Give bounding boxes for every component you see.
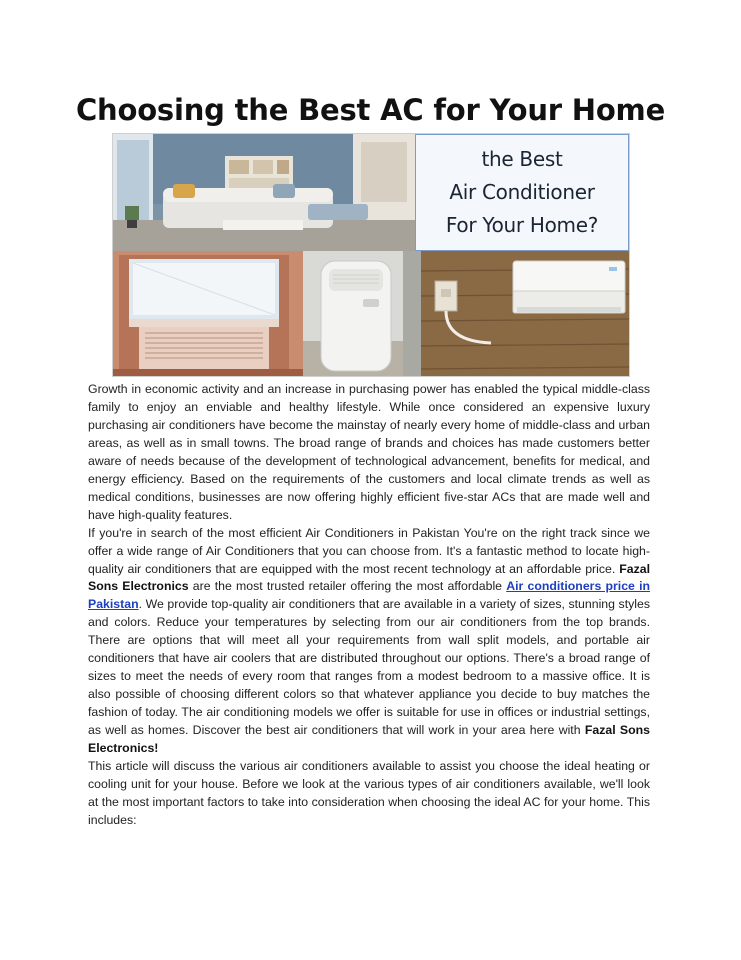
paragraph-text: . We provide top-quality air conditioners that are available in a variety of sizes, stunning styles and colors. Reduce your temperatures by selecting from our air conditioners from the top brands. There are options that will meet all your requirements from wall split models, and portable air conditioners that have air coolers that are distributed throughout our options. There's a broad range of sizes to meet the needs of every room that ranges from a modest bedroom to a massive office. It is also possible of choosing different colors so that whatever appliance you decide to buy matches the fashion of today. The air conditioning models we offer is suitable for use in offices or industrial settings, as well as homes. Discover the best air conditioners that will work in your area here with	[88, 597, 650, 738]
paragraph-text: If you're in search of the most efficient Air Conditioners in Pakistan You're on the right track since we offer a wide range of Air Conditioners that you can choose from. It's a fantastic method to locate high-quality air conditioners that are equipped with the most recent technology at an affordable price.	[88, 525, 650, 576]
price-link[interactable]: Air conditioners price in Pakistan	[88, 579, 650, 612]
brand-name: Fazal Sons Electronics!	[88, 723, 650, 756]
document-title: Choosing the Best AC for Your Home	[75, 93, 666, 127]
paragraph-overview: This article will discuss the various air conditioners available to assist you choose the ideal heating or cooling unit for your house. Before we look at the various types of air conditioners available, we'll look at the most important factors to take into consideration when choosing the ideal AC for your home. This includes:	[88, 759, 650, 827]
window-ac-photo	[113, 251, 303, 376]
hero-caption-line: Air Conditioner	[449, 180, 595, 204]
paragraph-intro: Growth in economic activity and an increase in purchasing power has enabled the typical middle-class family to enjoy an enviable and healthy lifestyle. While once considered an expensive luxury purchasing air conditioners have become the mainstay of nearly every home of middle-class and urban areas, as well as in small towns. The broad range of brands and choices has made customers better aware of needs because of the development of technological advancement, benefits for medical, and energy efficiency. Based on the requirements of the customers and local climate trends as well as medical conditions, businesses are now offering highly efficient five-star ACs that are made well and have high-quality features.	[88, 382, 650, 522]
living-room-photo	[113, 134, 415, 251]
article-body	[88, 381, 650, 830]
split-ac-photo	[421, 251, 629, 376]
hero-caption	[415, 134, 629, 251]
hero-caption-line: the Best	[481, 147, 563, 171]
hero-caption-line: For Your Home?	[445, 213, 599, 237]
paragraph-text: are the most trusted retailer offering the most affordable	[188, 579, 507, 594]
portable-ac-photo	[303, 251, 421, 376]
paragraph-offer	[88, 525, 650, 758]
brand-name: Fazal Sons Electronics	[88, 561, 650, 594]
hero-image	[112, 133, 630, 377]
